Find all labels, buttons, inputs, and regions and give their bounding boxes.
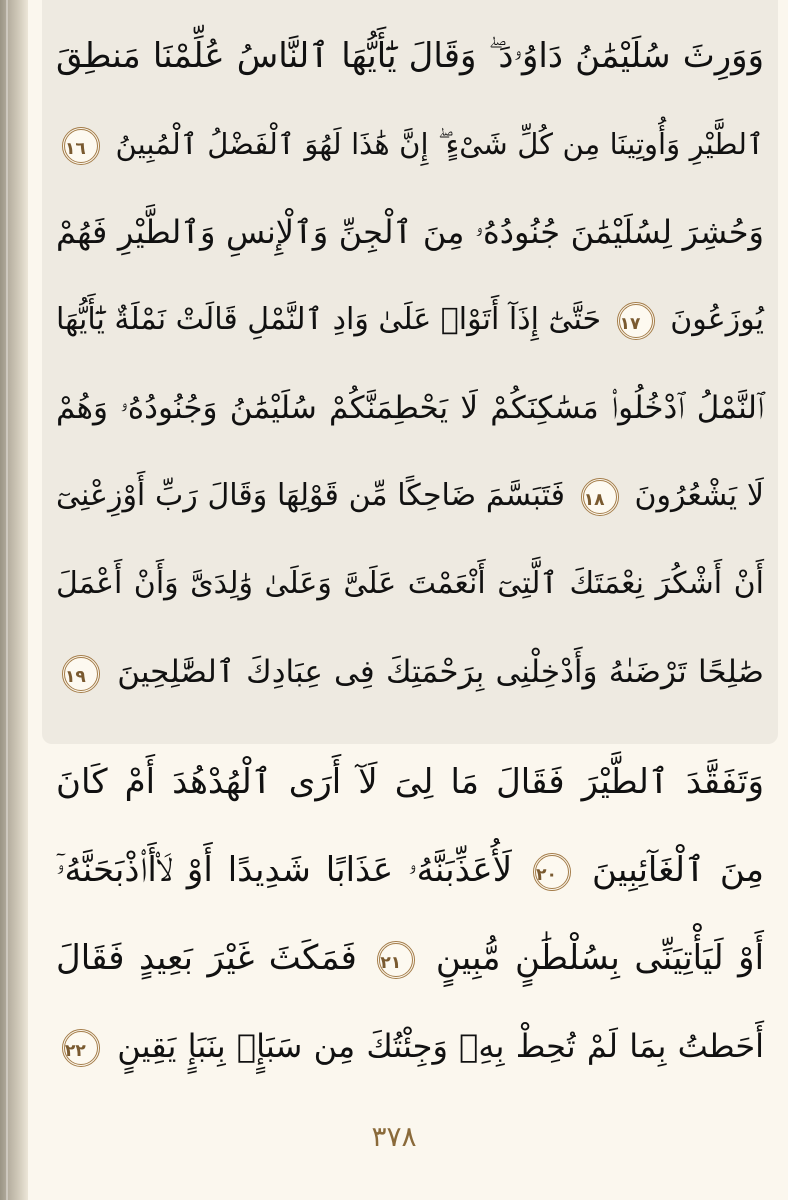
verse-text: وَحُشِرَ لِسُلَيْمَٰنَ جُنُودُهُۥ مِنَ ٱلْجِنِّ وَٱلْإِنسِ وَٱلطَّيْرِ فَهُمْ [56,213,765,251]
text-line-1[interactable] [56,12,764,100]
text-line-7[interactable] [56,540,764,628]
ayah-number-marker[interactable]: ١٧ [617,302,655,340]
page-number: ٣٧٨ [371,1120,417,1153]
verse-text: مِنَ ٱلْغَآئِبِينَ [592,850,765,890]
text-line-10[interactable] [56,826,764,914]
text-line-5[interactable] [56,364,764,452]
ayah-number-marker[interactable]: ١٨ [581,478,619,516]
ayah-number-marker[interactable]: ٢١ [377,941,415,979]
text-line-12[interactable] [56,1002,764,1090]
text-line-6[interactable] [56,452,764,540]
text-line-3[interactable] [56,188,764,276]
ayah-number-marker[interactable]: ٢٠ [533,853,571,891]
text-line-11[interactable] [56,914,764,1002]
verse-text: أَحَطتُ بِمَا لَمْ تُحِطْ بِهِۦ وَجِئْتُكَ مِن سَبَإٍۭ بِنَبَإٍ يَقِينٍ [117,1027,765,1065]
text-line-9[interactable] [56,738,764,826]
verse-text: فَتَبَسَّمَ ضَاحِكًا مِّن قَوْلِهَا وَقَالَ رَبِّ أَوْزِعْنِىٓ [56,478,566,513]
verse-text: فَمَكَثَ غَيْرَ بَعِيدٍ فَقَالَ [56,938,357,978]
text-line-2[interactable] [56,100,764,188]
ayah-number-marker[interactable]: ٢٢ [62,1029,100,1067]
verse-text: لَأُعَذِّبَنَّهُۥ عَذَابًا شَدِيدًا أَوْ لَا۟أَا۟ذْبَحَنَّهُۥٓ [56,850,513,890]
text-line-8[interactable] [56,628,764,716]
verse-text: وَتَفَقَّدَ ٱلطَّيْرَ فَقَالَ مَا لِىَ لَآ أَرَى ٱلْهُدْهُدَ أَمْ كَانَ [56,762,764,802]
verse-text: أَنْ أَشْكُرَ نِعْمَتَكَ ٱلَّتِىٓ أَنْعَمْتَ عَلَىَّ وَعَلَىٰ وَٰلِدَىَّ وَأَنْ أَعْمَلَ [56,566,764,601]
verse-text: لَا يَشْعُرُونَ [634,478,764,513]
verse-text: وَوَرِثَ سُلَيْمَٰنُ دَاوُۥدَ ۖ وَقَالَ يَٰٓأَيُّهَا ٱلنَّاسُ عُلِّمْنَا مَنطِقَ [56,36,764,76]
ayah-number-marker[interactable]: ١٩ [62,655,100,693]
verse-text: يُوزَعُونَ [670,302,764,337]
text-line-4[interactable] [56,276,764,364]
verse-text: ٱلنَّمْلُ ٱدْخُلُوا۟ مَسَٰكِنَكُمْ لَا يَحْطِمَنَّكُمْ سُلَيْمَٰنُ وَجُنُودُهُۥ وَهُمْ [56,390,764,426]
verse-text: أَوْ لَيَأْتِيَنِّى بِسُلْطَٰنٍ مُّبِينٍ [435,938,765,978]
page-edge-shadow [0,0,28,1200]
verse-text: حَتَّىٰٓ إِذَآ أَتَوْا۟ عَلَىٰ وَادِ ٱلنَّمْلِ قَالَتْ نَمْلَةٌ يَٰٓأَيُّهَا [56,302,602,337]
verse-text: صَٰلِحًا تَرْضَىٰهُ وَأَدْخِلْنِى بِرَحْمَتِكَ فِى عِبَادِكَ ٱلصَّٰلِحِينَ [117,654,764,690]
ayah-number-marker[interactable]: ١٦ [62,127,100,165]
verse-text: ٱلطَّيْرِ وَأُوتِينَا مِن كُلِّ شَىْءٍ ۖ إِنَّ هَٰذَا لَهُوَ ٱلْفَضْلُ ٱلْمُبِينُ [115,127,765,161]
